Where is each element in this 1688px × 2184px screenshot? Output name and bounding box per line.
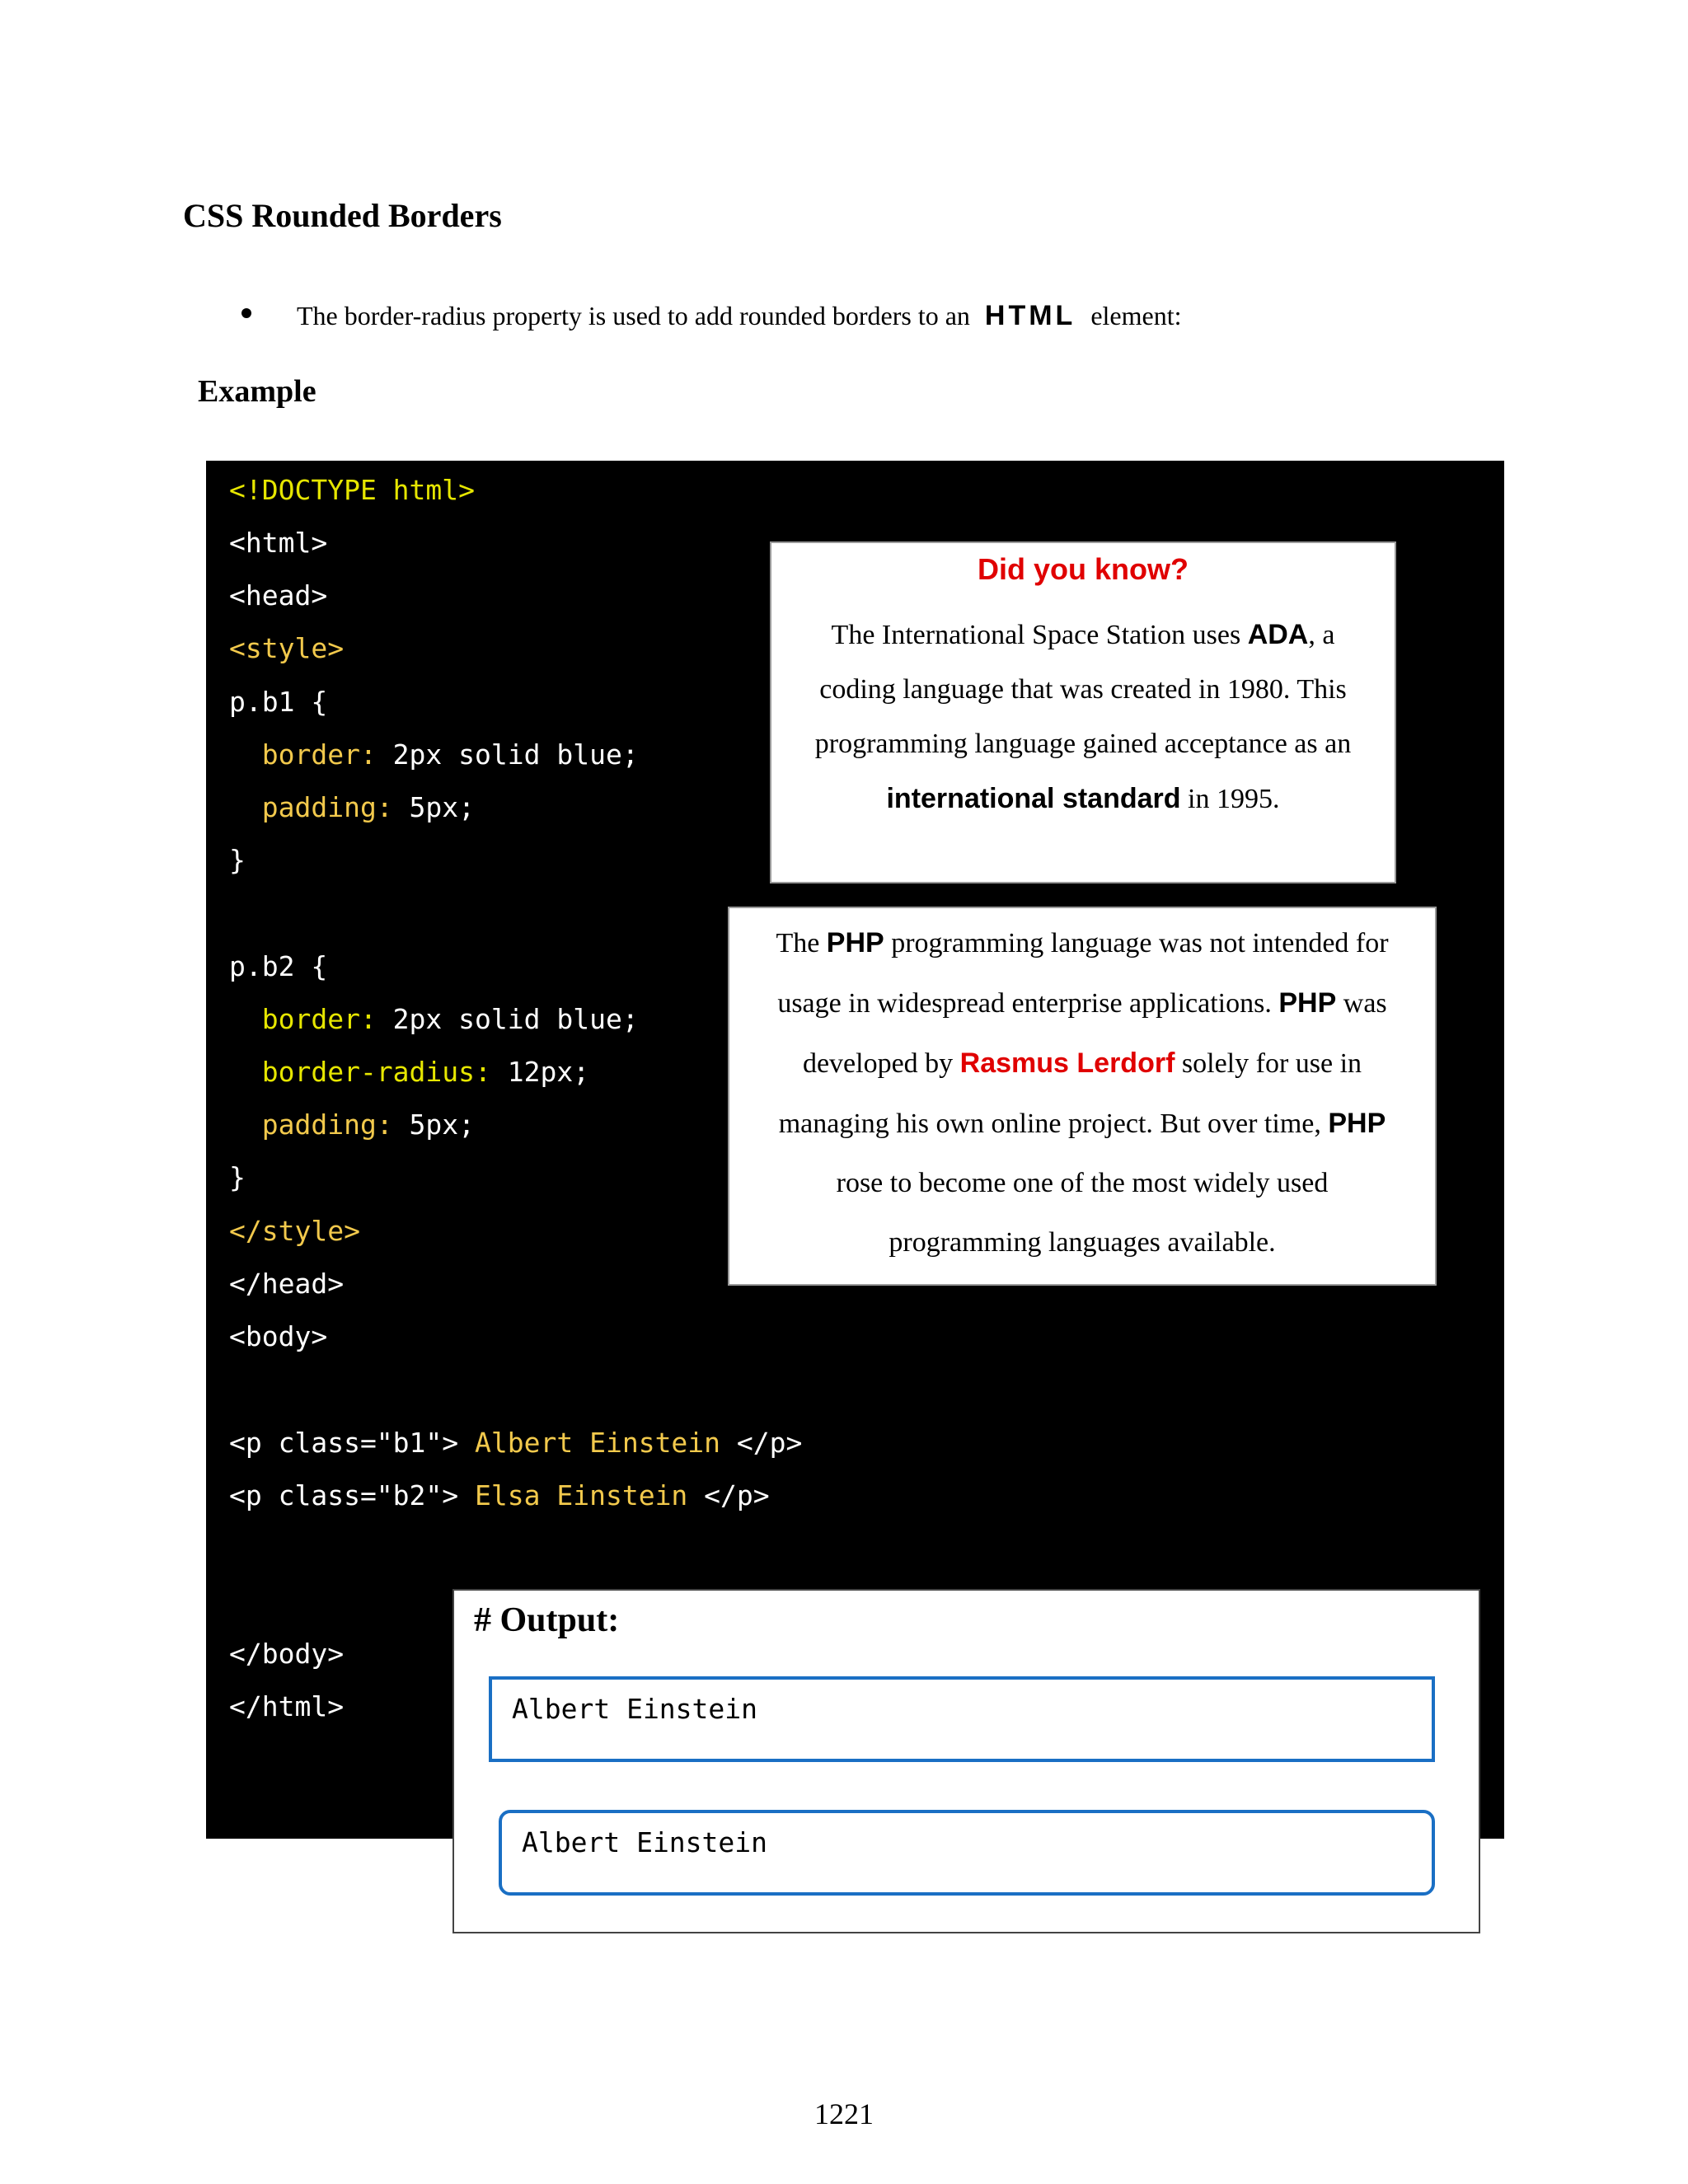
callout-text: solely for use in [1175,1048,1362,1079]
callout-text: The International Space Station uses [831,620,1248,650]
code-tag: </p> [687,1479,770,1511]
code-line: </html> [229,1690,345,1722]
code-line [229,1427,802,1459]
did-you-know-callout [770,541,1396,883]
callout-text: developed by [802,1048,960,1079]
code-text: Elsa Einstein [458,1479,688,1511]
page-title: CSS Rounded Borders [183,197,502,234]
bullet-html-emphasis: HTML [984,300,1076,331]
output-paragraph-b1: Albert Einstein [489,1676,1435,1762]
page-number: 1221 [814,2097,874,2130]
callout-line: rose to become one of the most widely used [836,1168,1329,1198]
code-value: 5px; [392,791,476,823]
code-tag: <p class="b2"> [229,1479,459,1511]
code-value: 2px solid blue; [376,1003,639,1035]
code-line [229,1003,639,1035]
code-line: </body> [229,1638,345,1670]
callout-line: programming language gained acceptance as an [814,729,1352,759]
code-line: } [229,844,246,876]
callout-text: in 1995. [1180,784,1280,814]
callout-line: programming languages available. [889,1227,1276,1258]
callout-red-bold: Rasmus Lerdorf [959,1047,1175,1079]
code-value: 12px; [490,1056,590,1088]
bullet-text-before: The border-radius property is used to add rounded borders to an [297,301,970,330]
code-line [229,1056,589,1088]
code-line: <head> [229,579,328,612]
callout-line [729,973,1435,1033]
code-tag: </p> [720,1427,803,1459]
code-line: <body> [229,1320,328,1352]
code-tag: <p class="b1"> [229,1427,459,1459]
callout-line [771,771,1395,827]
code-value: 2px solid blue; [376,738,639,771]
callout-line [729,1094,1435,1154]
callout-bold: PHP [1278,987,1337,1019]
code-line [229,738,639,771]
code-line: </head> [229,1268,345,1300]
callout-line [729,913,1435,973]
callout-bold: ADA [1247,619,1309,650]
callout-bold: international standard [886,783,1181,814]
callout-text: usage in widespread enterprise applications. [777,988,1279,1019]
output-panel [452,1589,1480,1933]
bullet-text [297,300,1182,332]
code-line [229,1108,475,1141]
code-line [229,1479,770,1511]
callout-line [771,607,1395,663]
code-line: <style> [229,632,345,664]
callout-line: coding language that was created in 1980. This [819,674,1347,705]
bullet-text-after: element: [1090,301,1182,330]
callout-text: , a [1308,620,1335,650]
did-you-know-title: Did you know? [978,552,1189,586]
callout-bold: PHP [1328,1108,1386,1139]
example-heading: Example [198,374,316,409]
output-paragraph-b2: Albert Einstein [499,1810,1435,1896]
code-prop: border: [229,1003,377,1035]
code-prop: border: [229,738,377,771]
code-value: 5px; [392,1108,476,1141]
code-prop: padding: [229,1108,393,1141]
php-callout [728,907,1437,1286]
code-line: </style> [229,1215,360,1247]
callout-text: managing his own online project. But over time, [778,1108,1329,1139]
code-prop: border-radius: [229,1056,491,1088]
code-line: } [229,1161,246,1193]
output-title: # Output: [474,1601,620,1639]
code-line: p.b1 { [229,686,328,718]
callout-text: The [776,928,827,958]
code-prop: padding: [229,791,393,823]
code-line [229,791,475,823]
callout-line [729,1033,1435,1094]
bullet-icon [241,308,251,318]
code-text: Albert Einstein [458,1427,721,1459]
code-line: <html> [229,527,328,559]
callout-bold: PHP [826,927,884,958]
code-line: <!DOCTYPE html> [229,474,476,506]
callout-text: programming language was not intended for [884,928,1389,958]
code-line: p.b2 { [229,950,328,982]
callout-text: was [1336,988,1387,1019]
